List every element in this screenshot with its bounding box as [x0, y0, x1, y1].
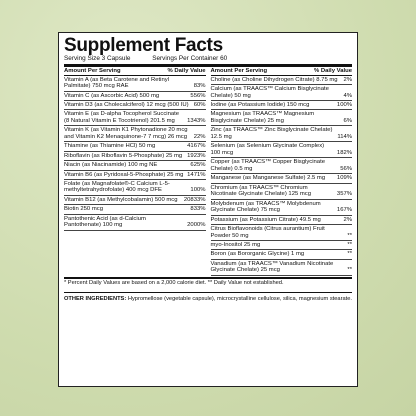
nutrient-name: Vanadium (as TRAACS™ Vanadium Nicotinate Glycinate Chelate) 25 mcg: [210, 260, 334, 274]
nutrient-daily-value: 2%: [343, 216, 352, 223]
nutrient-row: [211, 126, 353, 142]
nutrient-name: Magnesium (as TRAACS™ Magnesium Bisglycinate Chelate) 25 mg: [210, 111, 315, 124]
nutrient-name: Pantothenic Acid (as d-Calcium Pantothenate) 100 mg: [64, 215, 146, 229]
other-ingredients-label: OTHER INGREDIENTS:: [64, 295, 127, 302]
dv-header: % Daily Value: [314, 67, 352, 74]
nutrient-daily-value: **: [347, 251, 352, 258]
nutrient-daily-value: 4%: [343, 92, 352, 99]
nutrient-row: [64, 142, 206, 151]
nutrient-daily-value: 1343%: [187, 117, 206, 124]
dv-header: % Daily Value: [167, 67, 206, 74]
nutrient-row: [64, 180, 206, 196]
nutrient-row: [64, 76, 206, 92]
nutrient-name: Selenium (as Selenium Glycinate Complex) 100 mcg: [210, 143, 325, 156]
nutrient-row: [211, 76, 353, 85]
nutrient-daily-value: 833%: [190, 206, 206, 213]
nutrient-row: [64, 110, 206, 126]
servings-per-container: Servings Per Container 60: [152, 55, 228, 62]
right-nutrient-list: [211, 76, 353, 276]
nutrient-daily-value: 109%: [336, 175, 352, 182]
nutrient-name: Vitamin A (as Beta Carotene and Retinyl Palmitate) 750 mcg RAE: [64, 76, 170, 90]
nutrient-daily-value: 114%: [337, 133, 352, 140]
nutrient-row: [211, 225, 353, 241]
nutrient-name: Vitamin D3 (as Cholecalciferol) 12 mcg (500 IU): [64, 101, 189, 108]
nutrient-row: [64, 171, 206, 180]
nutrient-row: [64, 126, 206, 142]
nutrient-name: Calcium (as TRAACS™ Calcium Bisglycinate Chelate) 50 mg: [210, 85, 329, 99]
nutrient-daily-value: 2000%: [187, 222, 206, 229]
nutrient-row: [211, 216, 353, 225]
amount-header: Amount Per Serving: [210, 67, 268, 74]
left-column: [64, 67, 206, 276]
nutrient-row: [64, 152, 206, 161]
left-column-header: [64, 67, 206, 76]
nutrient-name: Thiamine (as Thiamine HCl) 50 mg: [64, 143, 156, 150]
nutrient-columns: [64, 67, 352, 276]
nutrient-name: Niacin (as Niacinamide) 100 mg NE: [64, 162, 158, 169]
nutrient-daily-value: 83%: [193, 83, 206, 90]
amount-header: Amount Per Serving: [64, 67, 121, 74]
nutrient-daily-value: 22%: [193, 133, 206, 140]
nutrient-daily-value: **: [347, 267, 352, 274]
nutrient-row: [211, 142, 353, 158]
nutrient-name: Copper (as TRAACS™ Copper Bisglycinate Chelate) 0.5 mg: [210, 159, 325, 172]
nutrient-daily-value: 60%: [193, 101, 206, 108]
nutrient-name: Molybdenum (as TRAACS™ Molybdenum Glycinate Chelate) 75 mcg: [210, 200, 321, 214]
nutrient-daily-value: 167%: [336, 207, 352, 214]
nutrient-daily-value: 1471%: [187, 171, 206, 178]
right-column-header: [211, 67, 353, 76]
nutrient-daily-value: 556%: [190, 92, 206, 99]
nutrient-name: Chromium (as TRAACS™ Chromium Nicotinate Glycinate Chelate) 125 mcg: [210, 184, 312, 198]
nutrient-row: [211, 158, 353, 174]
nutrient-name: Boron (as Bororganic Glycine) 1 mg: [210, 251, 305, 258]
nutrient-name: Vitamin B6 (as Pyridoxal-5-Phosphate) 25 mg: [64, 171, 184, 178]
panel-title: Supplement Facts: [64, 35, 223, 56]
nutrient-name: Iodine (as Potassium Iodide) 150 mcg: [210, 101, 310, 108]
nutrient-name: Potassium (as Potassium Citrate) 49.5 mg: [210, 216, 321, 223]
nutrient-name: Vitamin E (as D-alpha Tocopherol Succinate (8 Natural Vitamin E Tocotrienol) 201.5 mg: [64, 111, 180, 124]
nutrient-row: [64, 92, 206, 101]
daily-value-footnote: * Percent Daily Values are based on a 2,000 calorie diet. ** Daily Value not established.: [64, 277, 352, 287]
nutrient-name: Zinc (as TRAACS™ Zinc Bisglycinate Chelate) 12.5 mg: [210, 127, 333, 140]
nutrient-row: [211, 101, 353, 110]
nutrient-row: [211, 110, 353, 126]
supplement-facts-panel: [58, 32, 358, 387]
nutrient-daily-value: **: [347, 232, 352, 239]
serving-size: Serving Size 3 Capsule: [64, 55, 131, 62]
nutrient-name: Vitamin K (as Vitamin K1 Phytonadione 20 mcg and Vitamin K2 Menaquinone-7 7 mcg) 26 mcg: [64, 127, 188, 140]
left-nutrient-list: [64, 76, 206, 231]
nutrient-name: Vitamin C (as Ascorbic Acid) 500 mg: [64, 92, 160, 99]
other-ingredients: [64, 292, 352, 303]
nutrient-row: [211, 250, 353, 259]
nutrient-daily-value: 182%: [336, 149, 352, 156]
nutrient-name: Citrus Bioflavonoids (Citrus aurantium) Fruit Powder 50 mg: [210, 226, 325, 239]
nutrient-row: [211, 184, 353, 200]
nutrient-daily-value: 625%: [190, 162, 206, 169]
other-ingredients-text: Hypromellose (vegetable capsule), microcrystalline cellulose, silica, magnesium stearate.: [126, 295, 352, 302]
nutrient-name: Vitamin B12 (as Methylcobalamin) 500 mcg: [64, 196, 178, 203]
nutrient-name: Manganese (as Manganese Sulfate) 2.5 mg: [210, 175, 326, 182]
nutrient-daily-value: 100%: [190, 187, 206, 194]
nutrient-name: Biotin 250 mcg: [64, 206, 103, 213]
nutrient-daily-value: 6%: [343, 117, 352, 124]
nutrient-daily-value: 1923%: [187, 152, 206, 159]
nutrient-row: [211, 174, 353, 183]
right-column: [211, 67, 353, 276]
nutrient-daily-value: 2%: [343, 76, 352, 83]
nutrient-row: [64, 215, 206, 231]
nutrient-row: [64, 161, 206, 170]
nutrient-name: Choline (as Choline Dihydrogen Citrate) 8.75 mg: [210, 76, 338, 83]
nutrient-daily-value: 20833%: [183, 196, 206, 203]
nutrient-daily-value: 56%: [340, 165, 352, 172]
nutrient-row: [64, 196, 206, 205]
nutrient-name: myo-Inositol 25 mg: [210, 242, 261, 249]
nutrient-name: Folate (as Magnafolate®-C Calcium L-5-methyltetrahydrofolate) 400 mcg DFE: [64, 180, 170, 194]
nutrient-row: [211, 85, 353, 101]
nutrient-daily-value: **: [347, 242, 352, 249]
nutrient-daily-value: 100%: [336, 101, 352, 108]
nutrient-row: [64, 101, 206, 110]
nutrient-name: Riboflavin (as Riboflavin 5-Phosphate) 25 mg: [64, 152, 183, 159]
nutrient-row: [211, 260, 353, 276]
serving-info: [64, 55, 352, 63]
nutrient-daily-value: 4167%: [187, 143, 206, 150]
nutrient-row: [211, 200, 353, 216]
nutrient-row: [64, 205, 206, 214]
nutrient-row: [211, 241, 353, 250]
nutrient-daily-value: 357%: [336, 191, 352, 198]
